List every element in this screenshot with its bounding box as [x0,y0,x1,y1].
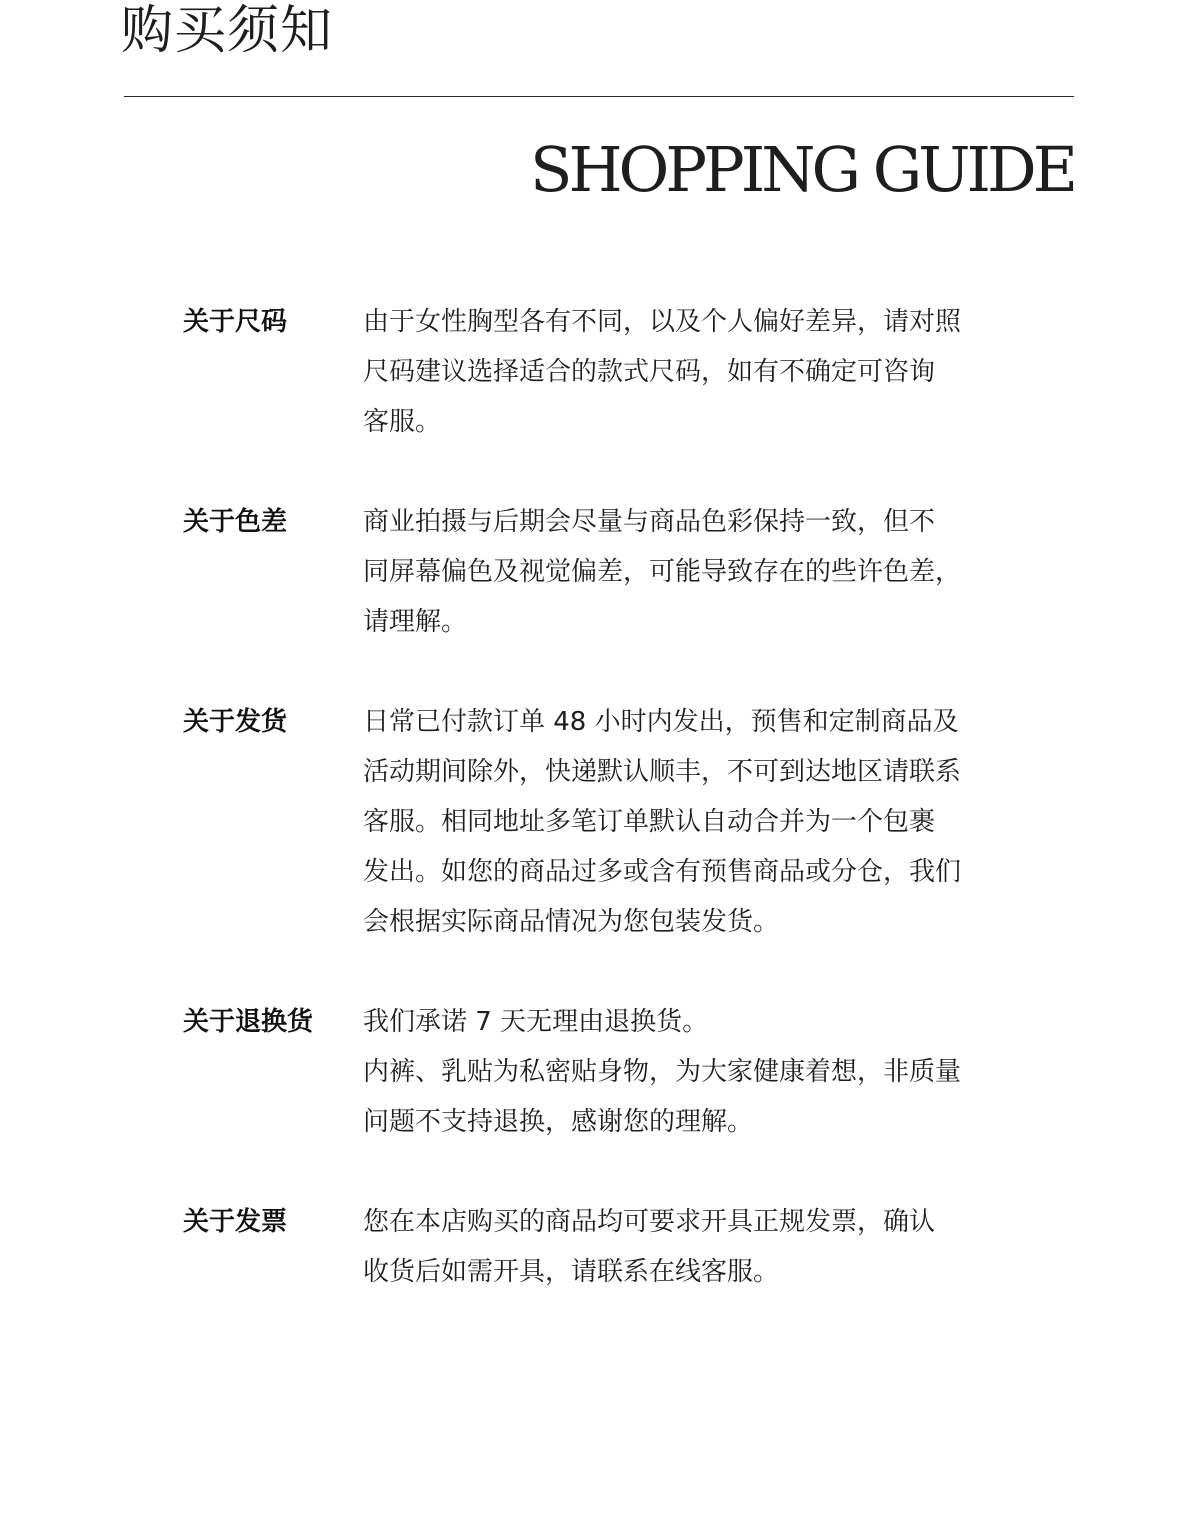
section-body [363,1197,1018,1297]
section-body [363,697,1018,947]
section-text-line: 问题不支持退换，感谢您的理解。 [363,1107,754,1137]
section-size [183,297,1043,447]
section-label: 关于发票 [183,1207,288,1237]
section-shipping [183,697,1043,947]
section-text-line: 客服。 [363,407,442,437]
section-text-line: 同屏幕偏色及视觉偏差，可能导致存在的些许色差， [363,557,962,587]
page-subtitle: SHOPPING GUIDE [529,133,1074,206]
section-invoice [183,1197,1043,1297]
section-text-line: 由于女性胸型各有不同，以及个人偏好差异，请对照 [363,307,962,337]
section-text-line: 请理解。 [363,607,468,637]
section-text-line: 我们承诺 7 天无理由退换货。 [363,1007,709,1037]
section-label: 关于发货 [183,707,288,737]
section-label: 关于退换货 [183,1007,314,1037]
section-label: 关于尺码 [183,307,288,337]
section-returns [183,997,1043,1147]
page-title: 购买须知 [121,1,334,61]
section-body [363,497,1018,647]
section-text-line: 发出。如您的商品过多或含有预售商品或分仓，我们 [363,857,962,887]
section-text-line: 内裤、乳贴为私密贴身物，为大家健康着想，非质量 [363,1057,962,1087]
section-label: 关于色差 [183,507,288,537]
section-text-line: 会根据实际商品情况为您包装发货。 [363,907,780,937]
section-text-line: 活动期间除外，快递默认顺丰，不可到达地区请联系 [363,757,962,787]
section-body [363,297,1018,447]
section-body [363,997,1018,1147]
section-text-line: 尺码建议选择适合的款式尺码，如有不确定可咨询 [363,357,936,387]
title-divider [124,96,1074,97]
section-text-line: 客服。相同地址多笔订单默认自动合并为一个包裹 [363,807,936,837]
section-text-line: 您在本店购买的商品均可要求开具正规发票，确认 [363,1207,936,1237]
section-color [183,497,1043,647]
guide-sections [183,297,1043,1347]
section-text-line: 日常已付款订单 48 小时内发出，预售和定制商品及 [363,707,959,737]
section-text-line: 商业拍摄与后期会尽量与商品色彩保持一致，但不 [363,507,936,537]
section-text-line: 收货后如需开具，请联系在线客服。 [363,1257,780,1287]
